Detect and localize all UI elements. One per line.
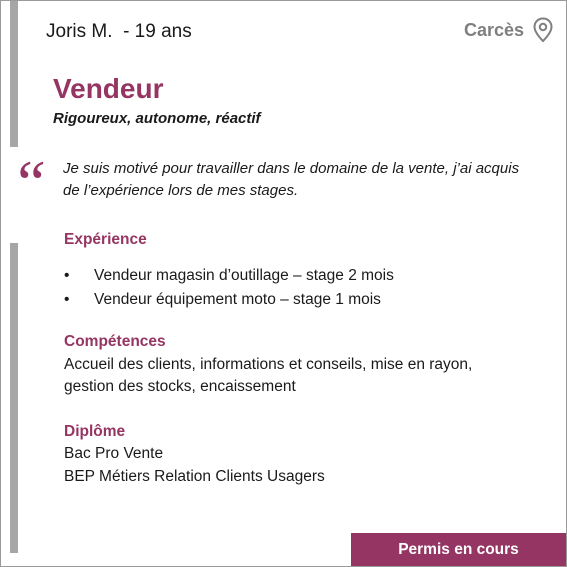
bullet: • <box>64 267 70 284</box>
skills-text: Accueil des clients, informations et conseils, mise en rayon, gestion des stocks, encaissement <box>64 356 473 395</box>
diploma-item: Bac Pro Vente <box>64 445 164 462</box>
quote-mark-icon: “ <box>11 147 47 218</box>
job-qualities: Rigoureux, autonome, réactif <box>53 110 261 127</box>
diploma-item: BEP Métiers Relation Clients Usagers <box>64 468 325 485</box>
location <box>464 17 554 43</box>
job-title: Vendeur <box>53 73 164 104</box>
experience-title: Expérience <box>64 231 147 248</box>
map-pin-icon <box>532 17 554 43</box>
candidate-header <box>46 21 192 43</box>
diploma-title: Diplôme <box>64 423 126 440</box>
list-item <box>64 288 524 312</box>
list-item <box>64 264 524 288</box>
experience-item: Vendeur magasin d’outillage – stage 2 mois <box>94 267 394 284</box>
experience-item: Vendeur équipement moto – stage 1 mois <box>94 291 381 308</box>
motivation-quote: Je suis motivé pour travailler dans le domaine de la vente, j’ai acquis de l’expérience lors de mes stages. <box>63 160 520 199</box>
candidate-name: Joris M. <box>46 21 113 42</box>
candidate-age: - 19 ans <box>123 21 192 42</box>
skills-title: Compétences <box>64 333 166 350</box>
accent-bar-top <box>10 1 18 147</box>
location-text: Carcès <box>463 19 524 40</box>
bullet: • <box>64 291 70 308</box>
accent-bar-bottom <box>10 243 18 553</box>
experience-list <box>64 264 524 312</box>
permit-badge: Permis en cours <box>351 533 566 566</box>
